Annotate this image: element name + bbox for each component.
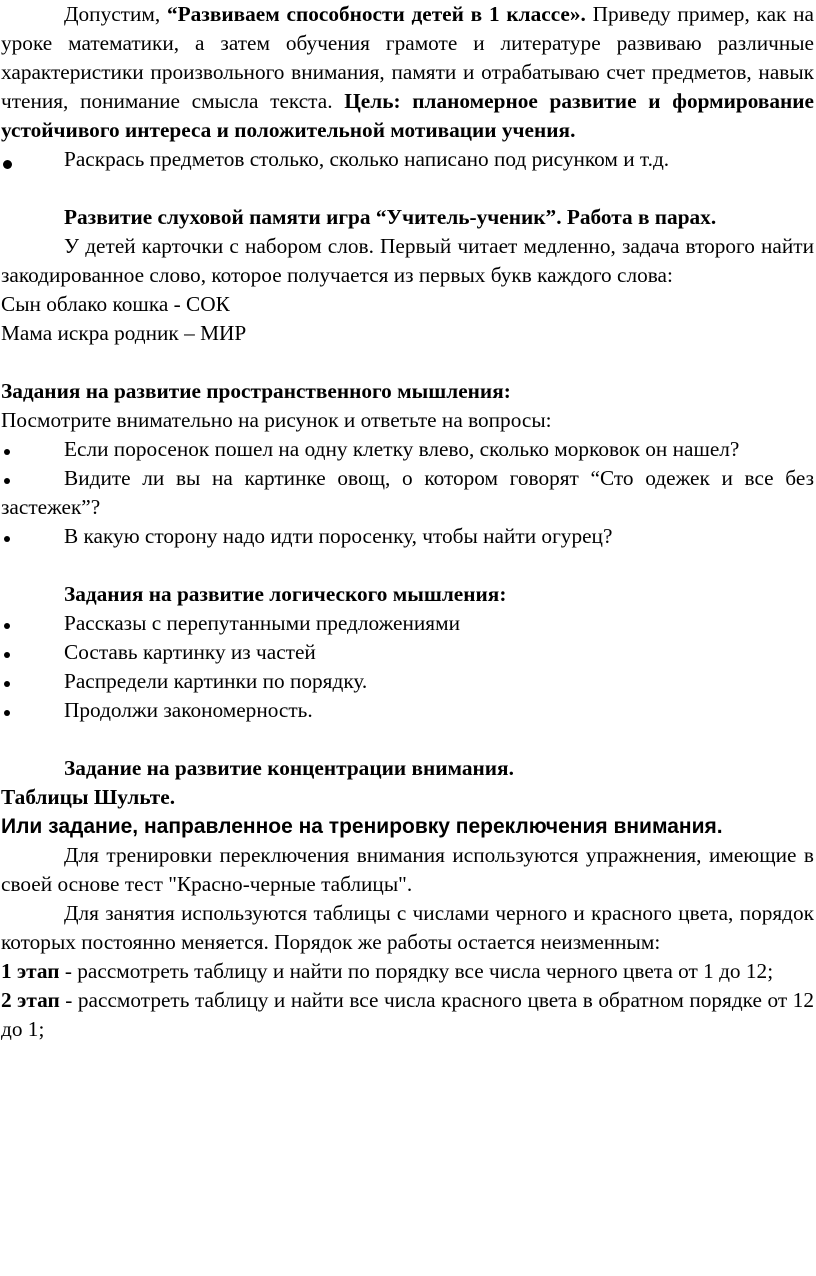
stage-1-label: 1 этап — [1, 959, 60, 983]
auditory-text: У детей карточки с набором слов. Первый читает медленно, задача второго найти закодированное слово, которое получается из первых букв каждого слова: — [1, 234, 814, 287]
list-item: Если поросенок пошел на одну клетку влево, сколько морковок он нашел? — [1, 435, 814, 464]
list-item: Видите ли вы на картинке овощ, о котором говорят “Сто одежек и все без застежек”? — [1, 464, 814, 522]
concentration-paragraph-2: Для занятия используются таблицы с числами черного и красного цвета, порядок которых постоянно меняется. Порядок же работы остается неизменным: — [1, 901, 814, 954]
logic-list — [1, 609, 814, 725]
concentration-heading: Задание на развитие концентрации внимания. — [64, 756, 514, 780]
intro-title: “Развиваем способности детей в 1 классе». — [166, 2, 586, 26]
list-item: Составь картинку из частей — [1, 638, 814, 667]
stage-1: 1 этап - рассмотреть таблицу и найти по порядку все числа черного цвета от 1 до 12; — [1, 959, 774, 983]
list-item: Распредели картинки по порядку. — [1, 667, 814, 696]
auditory-example-2: Мама искра родник – МИР — [1, 321, 247, 345]
schulte-heading: Таблицы Шульте. — [1, 785, 176, 809]
list-item: В какую сторону надо идти поросенку, чтобы найти огурец? — [1, 522, 814, 551]
task-color-line — [1, 145, 814, 174]
task-color-text: Раскрась предметов столько, сколько написано под рисунком и т.д. — [64, 147, 670, 171]
spatial-heading: Задания на развитие пространственного мышления: — [1, 379, 511, 403]
spatial-intro: Посмотрите внимательно на рисунок и ответьте на вопросы: — [1, 408, 552, 432]
logic-heading: Задания на развитие логического мышления: — [64, 582, 507, 606]
auditory-example-1: Сын облако кошка - СОК — [1, 292, 230, 316]
spatial-list — [1, 435, 814, 551]
goal-statement: Цель: планомерное развитие и формирование устойчивого интереса и положительной мотивации учения. — [1, 89, 814, 142]
intro-lead: Допустим, — [64, 2, 167, 26]
stage-2-label: 2 этап — [1, 988, 60, 1012]
auditory-heading: Развитие слуховой памяти игра “Учитель-ученик”. Работа в парах. — [64, 205, 717, 229]
list-item: Рассказы с перепутанными предложениями — [1, 609, 814, 638]
stage-2: 2 этап - рассмотреть таблицу и найти все числа красного цвета в обратном порядке от 12 до 1; — [1, 988, 814, 1041]
intro-paragraph — [1, 0, 814, 145]
intro-text: Приведу пример, как на уроке математики, а затем обучения грамоте и литературе развиваю различные характеристики произвольного внимания, памяти и отрабатываю счет предметов, навык чтения, понимание смысла текста. — [1, 2, 815, 113]
switching-heading: Или задание, направленное на тренировку переключения внимания. — [1, 815, 723, 838]
concentration-paragraph-1: Для тренировки переключения внимания используются упражнения, имеющие в своей основе тест "Красно-черные таблицы". — [1, 843, 814, 896]
list-item: Продолжи закономерность. — [1, 696, 814, 725]
